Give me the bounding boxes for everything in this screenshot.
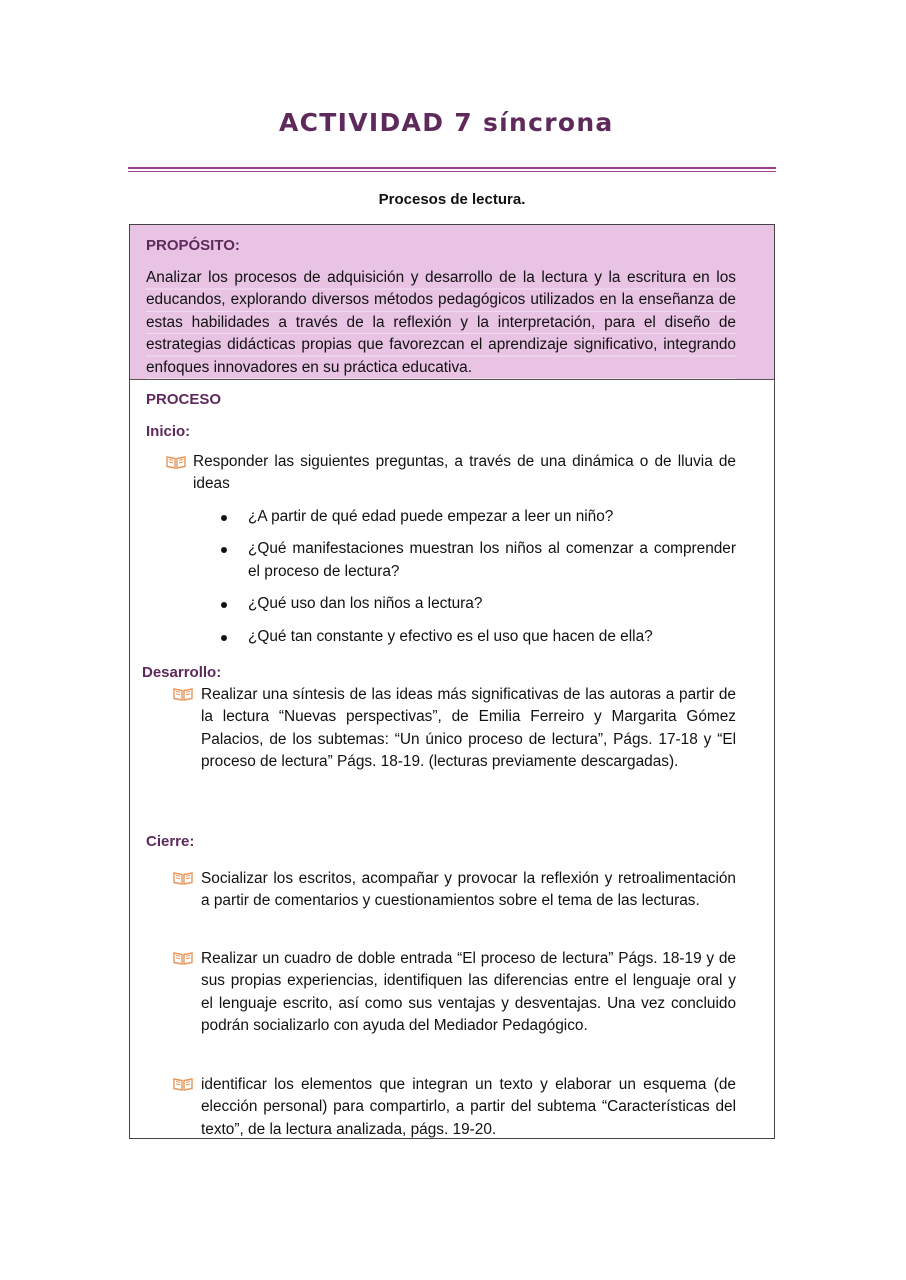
cierre-item: Realizar un cuadro de doble entrada “El proceso de lectura” Págs. 18-19 y de sus propias experiencias, identifiquen las diferencias entre el lenguaje oral y el lenguaje escrito, así como sus ventajas y desventajas. Una vez concluido podrán socializarlo con ayuda del Mediador Pedagógico. [201,950,736,1035]
page-title: ACTIVIDAD 7 síncrona [279,108,614,137]
open-book-icon [166,455,186,469]
bullet-dot [221,635,227,641]
desarrollo-label: Desarrollo: [142,664,222,681]
open-book-icon [173,1077,193,1091]
question-item [248,593,736,615]
cierre-item: identificar los elementos que integran un texto y elaborar un esquema (de elección personal) para compartirlo, a partir del subtema “Características del texto”, de la lectura analizada, págs. 19-20. [201,1076,736,1138]
inicio-label: Inicio: [146,423,191,440]
inicio-item: Responder las siguientes preguntas, a través de una dinámica o de lluvia de ideas [193,453,736,493]
inicio-questions [248,506,736,648]
question-item [248,626,736,648]
open-book-icon [173,687,193,701]
cierre-label: Cierre: [146,833,195,850]
question-text: ¿A partir de qué edad puede empezar a leer un niño? [248,508,614,525]
question-item [248,506,736,528]
title-divider-thin [128,171,776,172]
open-book-icon [173,871,193,885]
bullet-dot [221,602,227,608]
bullet-dot [221,547,227,553]
question-text: ¿Qué tan constante y efectivo es el uso que hacen de ella? [248,627,653,645]
question-text: ¿Qué uso dan los niños a lectura? [248,595,483,613]
desarrollo-item: Realizar una síntesis de las ideas más significativas de las autoras a partir de la lectura “Nuevas perspectivas”, de Emilia Ferreiro y Margarita Gómez Palacios, de los subtemas: “Un único proceso de lectura”, Págs. 17-18 y “El proceso de lectura” Págs. 18-19. (lecturas previamente descargadas). [201,686,736,771]
purpose-section [130,225,774,380]
purpose-label: PROPÓSITO: [146,237,240,254]
subtitle: Procesos de lectura. [378,191,526,208]
activity-table [129,224,775,1139]
purpose-text: Analizar los procesos de adquisición y desarrollo de la lectura y la escritura en los educandos, explorando diversos métodos pedagógicos utilizados en la enseñanza de estas habilidades a través de la reflexión y la interpretación, para el diseño de estrategias didácticas propias que favorezcan el aprendizaje significativo, integrando enfoques innovadores en su práctica educativa. [146,267,736,379]
question-text: ¿Qué manifestaciones muestran los niños al comenzar a comprender el proceso de lectura? [248,540,736,580]
open-book-icon [173,951,193,965]
cierre-item: Socializar los escritos, acompañar y provocar la reflexión y retroalimentación a partir de comentarios y cuestionamientos sobre el tema de las lecturas. [201,870,736,910]
process-label: PROCESO [146,391,222,408]
question-item [248,538,736,583]
title-divider [128,167,776,169]
bullet-dot [221,515,227,521]
